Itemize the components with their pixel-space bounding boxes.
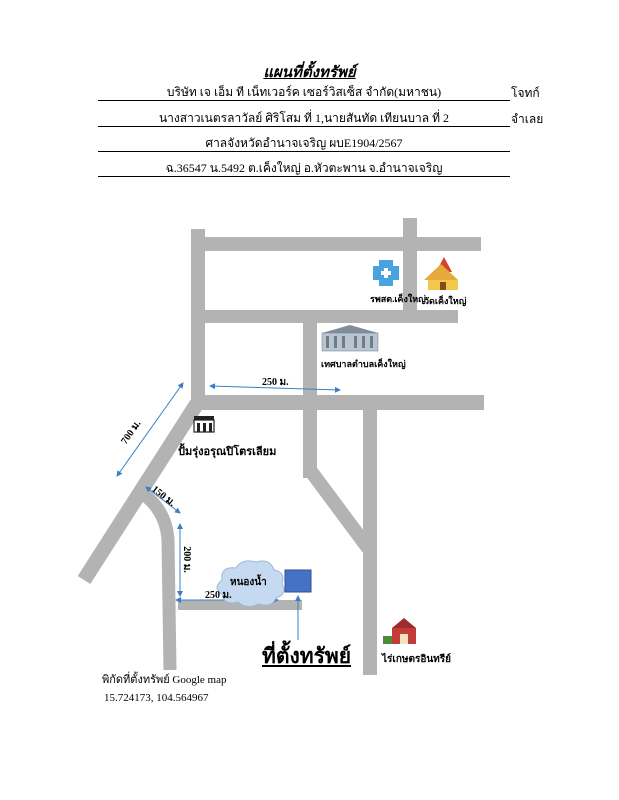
header-row-court: ศาลจังหวัดอำนาจเจริญ ผบE1904/2567	[98, 135, 510, 152]
gps-coordinates: 15.724173, 104.564967	[104, 692, 209, 704]
farm-label: ไร่เกษตรอินทรีย์	[382, 654, 451, 665]
road-middle	[191, 310, 458, 323]
plaintiff-label: โจทก์	[511, 86, 540, 100]
distance-vertical: 200 ม.	[180, 546, 192, 573]
distance-bottom-road: 250 ม.	[205, 590, 232, 601]
gas-station-label: ปั้มรุ่งอรุณปิโตรเลียม	[178, 446, 277, 458]
hospital-icon	[373, 260, 399, 286]
header-row-defendants: นางสาวเนตรลาวัลย์ ศิริโสม ที่ 1,นายสันทัด เทียนบาล ที่ 2	[98, 110, 510, 127]
header-row-deed: ฉ.36547 น.5492 ต.เค็งใหญ่ อ.หัวตะพาน จ.อำนาจเจริญ	[98, 160, 510, 177]
road-top	[191, 237, 481, 251]
distance-diagonal: 700 ม.	[119, 418, 144, 447]
road-curve	[136, 489, 170, 670]
municipality-icon	[322, 325, 378, 351]
municipality-label: เทศบาลตำบลเค็งใหญ่	[321, 359, 406, 369]
pond-label: หนองน้ำ	[230, 577, 267, 588]
hospital-label: รพสต.เค็งใหญ่	[370, 294, 426, 304]
road-main	[191, 395, 484, 410]
defendant-label: จำเลย	[511, 112, 544, 126]
distance-curve: 150 ม.	[149, 483, 178, 510]
distance-top-road: 250 ม.	[262, 377, 289, 388]
property-label: ที่ตั้งทรัพย์	[262, 644, 352, 668]
property-marker	[285, 570, 311, 592]
temple-icon	[424, 257, 458, 290]
map-title: แผนที่ตั้งทรัพย์	[263, 65, 356, 81]
temple-label: วัดเค็งใหญ่	[424, 296, 467, 306]
header-row-company: บริษัท เจ เอ็ม ที เน็ทเวอร์ค เซอร์วิสเซ็ส จำกัด(มหาชน)	[98, 84, 510, 101]
road-inner-diagonal	[310, 470, 368, 548]
farm-icon	[383, 618, 416, 644]
gas-station-icon	[194, 416, 214, 432]
gps-label: พิกัดที่ตั้งทรัพย์ Google map	[102, 674, 227, 686]
